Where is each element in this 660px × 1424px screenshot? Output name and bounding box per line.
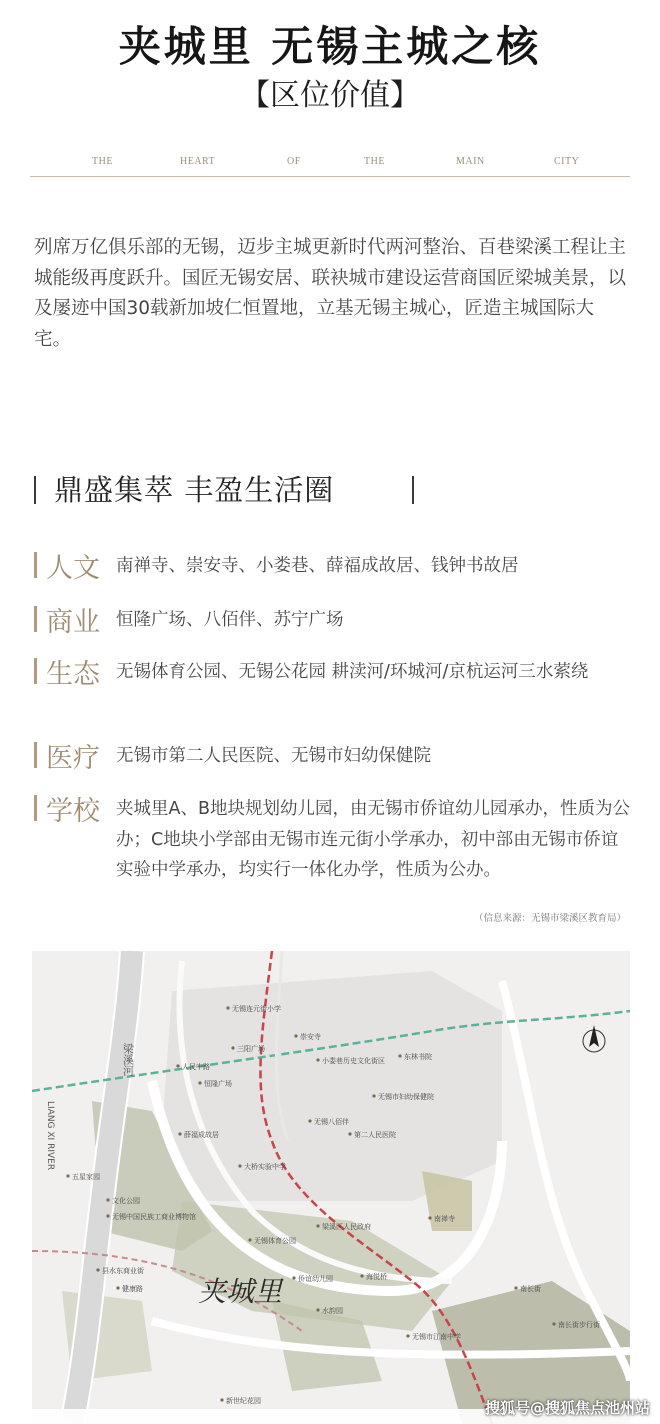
category-label: 商业: [46, 607, 100, 638]
map-place-dot: [96, 1268, 99, 1271]
map-place-dot: [176, 1064, 179, 1067]
map-place-label: 无锡中国民族工商业博物馆: [112, 1213, 196, 1221]
map-place-dot: [226, 1006, 229, 1009]
map-place-label: 小娄巷历史文化街区: [322, 1057, 385, 1065]
section-header: [30, 468, 630, 512]
map-brand-logo: 夹城里: [198, 1275, 283, 1308]
category-bar: [34, 795, 37, 821]
map-place-label: 侨谊幼儿园: [298, 1275, 333, 1283]
map-place-dot: [238, 1164, 241, 1167]
map-place-label: 恒隆广场: [204, 1080, 232, 1088]
map-place-dot: [316, 1224, 319, 1227]
map-place-dot: [220, 1398, 223, 1401]
map-place-label: 三阳广场: [237, 1045, 265, 1053]
map-place-dot: [231, 1046, 234, 1049]
map-place-label: 无锡市妇幼保健院: [378, 1093, 434, 1101]
info-source: （信息来源：无锡市梁溪区教育局）: [473, 913, 626, 924]
section-bar-right: [412, 476, 414, 504]
map-place-label: 东林书院: [404, 1053, 432, 1061]
heart-word: OF: [287, 156, 301, 167]
map-place-label: 无锡体育公园: [254, 1237, 296, 1245]
heart-word: MAIN: [456, 156, 485, 167]
category-bar: [34, 742, 37, 768]
map-place-dot: [106, 1198, 109, 1201]
map-place-dot: [348, 1132, 351, 1135]
map-place-dot: [316, 1058, 319, 1061]
map-place-dot: [360, 1274, 363, 1277]
map-place-label: 南长街: [520, 1285, 541, 1293]
watermark: 搜狐号@搜狐焦点池州站: [484, 1399, 650, 1417]
page-subtitle: 【区位价值】: [240, 78, 420, 113]
category-bar: [34, 552, 37, 578]
map-river-label: 梁溪河: [121, 1043, 135, 1076]
map-place-dot: [406, 1334, 409, 1337]
map-place-dot: [294, 1034, 297, 1037]
map-place-dot: [398, 1054, 401, 1057]
map-place-label: 大桥实验中学: [244, 1163, 286, 1171]
map-place-dot: [552, 1322, 555, 1325]
map-place-label: 南禅寺: [434, 1215, 455, 1223]
category-text: 南禅寺、崇安寺、小娄巷、薛福成故居、钱钟书故居: [116, 556, 519, 576]
divider-line: [30, 176, 630, 177]
map-place-label: 崇安寺: [300, 1033, 321, 1041]
map-place-label: 海悦桥: [366, 1273, 387, 1281]
category-label: 医疗: [46, 743, 100, 774]
map-place-dot: [428, 1216, 431, 1219]
section-bar-left: [34, 476, 36, 504]
category-text: 夹城里A、B地块规划幼儿园，由无锡市侨谊幼儿园承办，性质为公办；C地块小学部由无锡市连元街小学承办，初中部由无锡市侨谊实验中学承办，均实行一体化办学，性质为公办。: [116, 799, 630, 880]
category-text: 恒隆广场、八佰伴、苏宁广场: [116, 610, 344, 630]
map-place-dot: [316, 1308, 319, 1311]
heart-word: CITY: [554, 156, 580, 167]
map-river-en-label: LIANG XI RIVER: [45, 1101, 55, 1171]
map-place-dot: [66, 1174, 69, 1177]
map-place-dot: [372, 1094, 375, 1097]
map-place-label: 人民中路: [182, 1063, 210, 1071]
map-place-dot: [292, 1276, 295, 1279]
map-place-label: 五星家园: [72, 1173, 100, 1181]
intro-paragraph: 列席万亿俱乐部的无锡，迈步主城更新时代两河整治、百巷梁溪工程让主城能级再度跃升。国匠无锡安居、联袂城市建设运营商国匠梁城美景，以及屡迹中国30载新加坡仁恒置地，立基无锡主城心，匠造主城国际大宅。: [34, 237, 627, 350]
heart-word: THE: [364, 156, 385, 167]
map-svg: [32, 951, 630, 1424]
category-bar: [34, 606, 37, 632]
map-place-label: 无锡市江南中学: [412, 1333, 461, 1341]
map-place-label: 无锡八佰伴: [314, 1118, 349, 1126]
map-place-dot: [116, 1286, 119, 1289]
map-place-label: 南长街步行街: [558, 1321, 600, 1329]
heart-word: HEART: [180, 156, 216, 167]
map-place-label: 薛福成故居: [184, 1131, 219, 1139]
category-text: 无锡体育公园、无锡公花园 耕渎河/环城河/京杭运河三水萦绕: [116, 662, 589, 682]
category-text: 无锡市第二人民医院、无锡市妇幼保健院: [116, 746, 431, 766]
location-map: [32, 951, 630, 1424]
category-label: 学校: [46, 796, 100, 827]
heart-of-the-main-city-row: [92, 156, 580, 170]
map-place-label: 文化公园: [112, 1197, 140, 1205]
category-label: 生态: [46, 659, 100, 690]
map-place-label: 新世纪花园: [226, 1397, 261, 1405]
map-place-label: 县水东商业街: [102, 1267, 144, 1275]
heart-word: THE: [92, 156, 113, 167]
map-place-label: 第二人民医院: [354, 1131, 396, 1139]
map-place-dot: [106, 1214, 109, 1217]
category-bar: [34, 658, 37, 684]
category-label: 人文: [46, 553, 100, 584]
section-title: 鼎盛集萃 丰盈生活圈: [54, 473, 335, 507]
map-place-dot: [198, 1081, 201, 1084]
map-place-dot: [178, 1132, 181, 1135]
map-place-label: 无锡连元街小学: [232, 1005, 281, 1013]
map-place-dot: [308, 1119, 311, 1122]
map-place-dot: [514, 1286, 517, 1289]
map-place-label: 水韵园: [322, 1307, 343, 1315]
map-place-label: 梁溪区人民政府: [322, 1223, 371, 1231]
map-place-label: 健康路: [122, 1285, 143, 1293]
map-place-dot: [248, 1238, 251, 1241]
page-title: 夹城里 无锡主城之核: [118, 22, 542, 71]
